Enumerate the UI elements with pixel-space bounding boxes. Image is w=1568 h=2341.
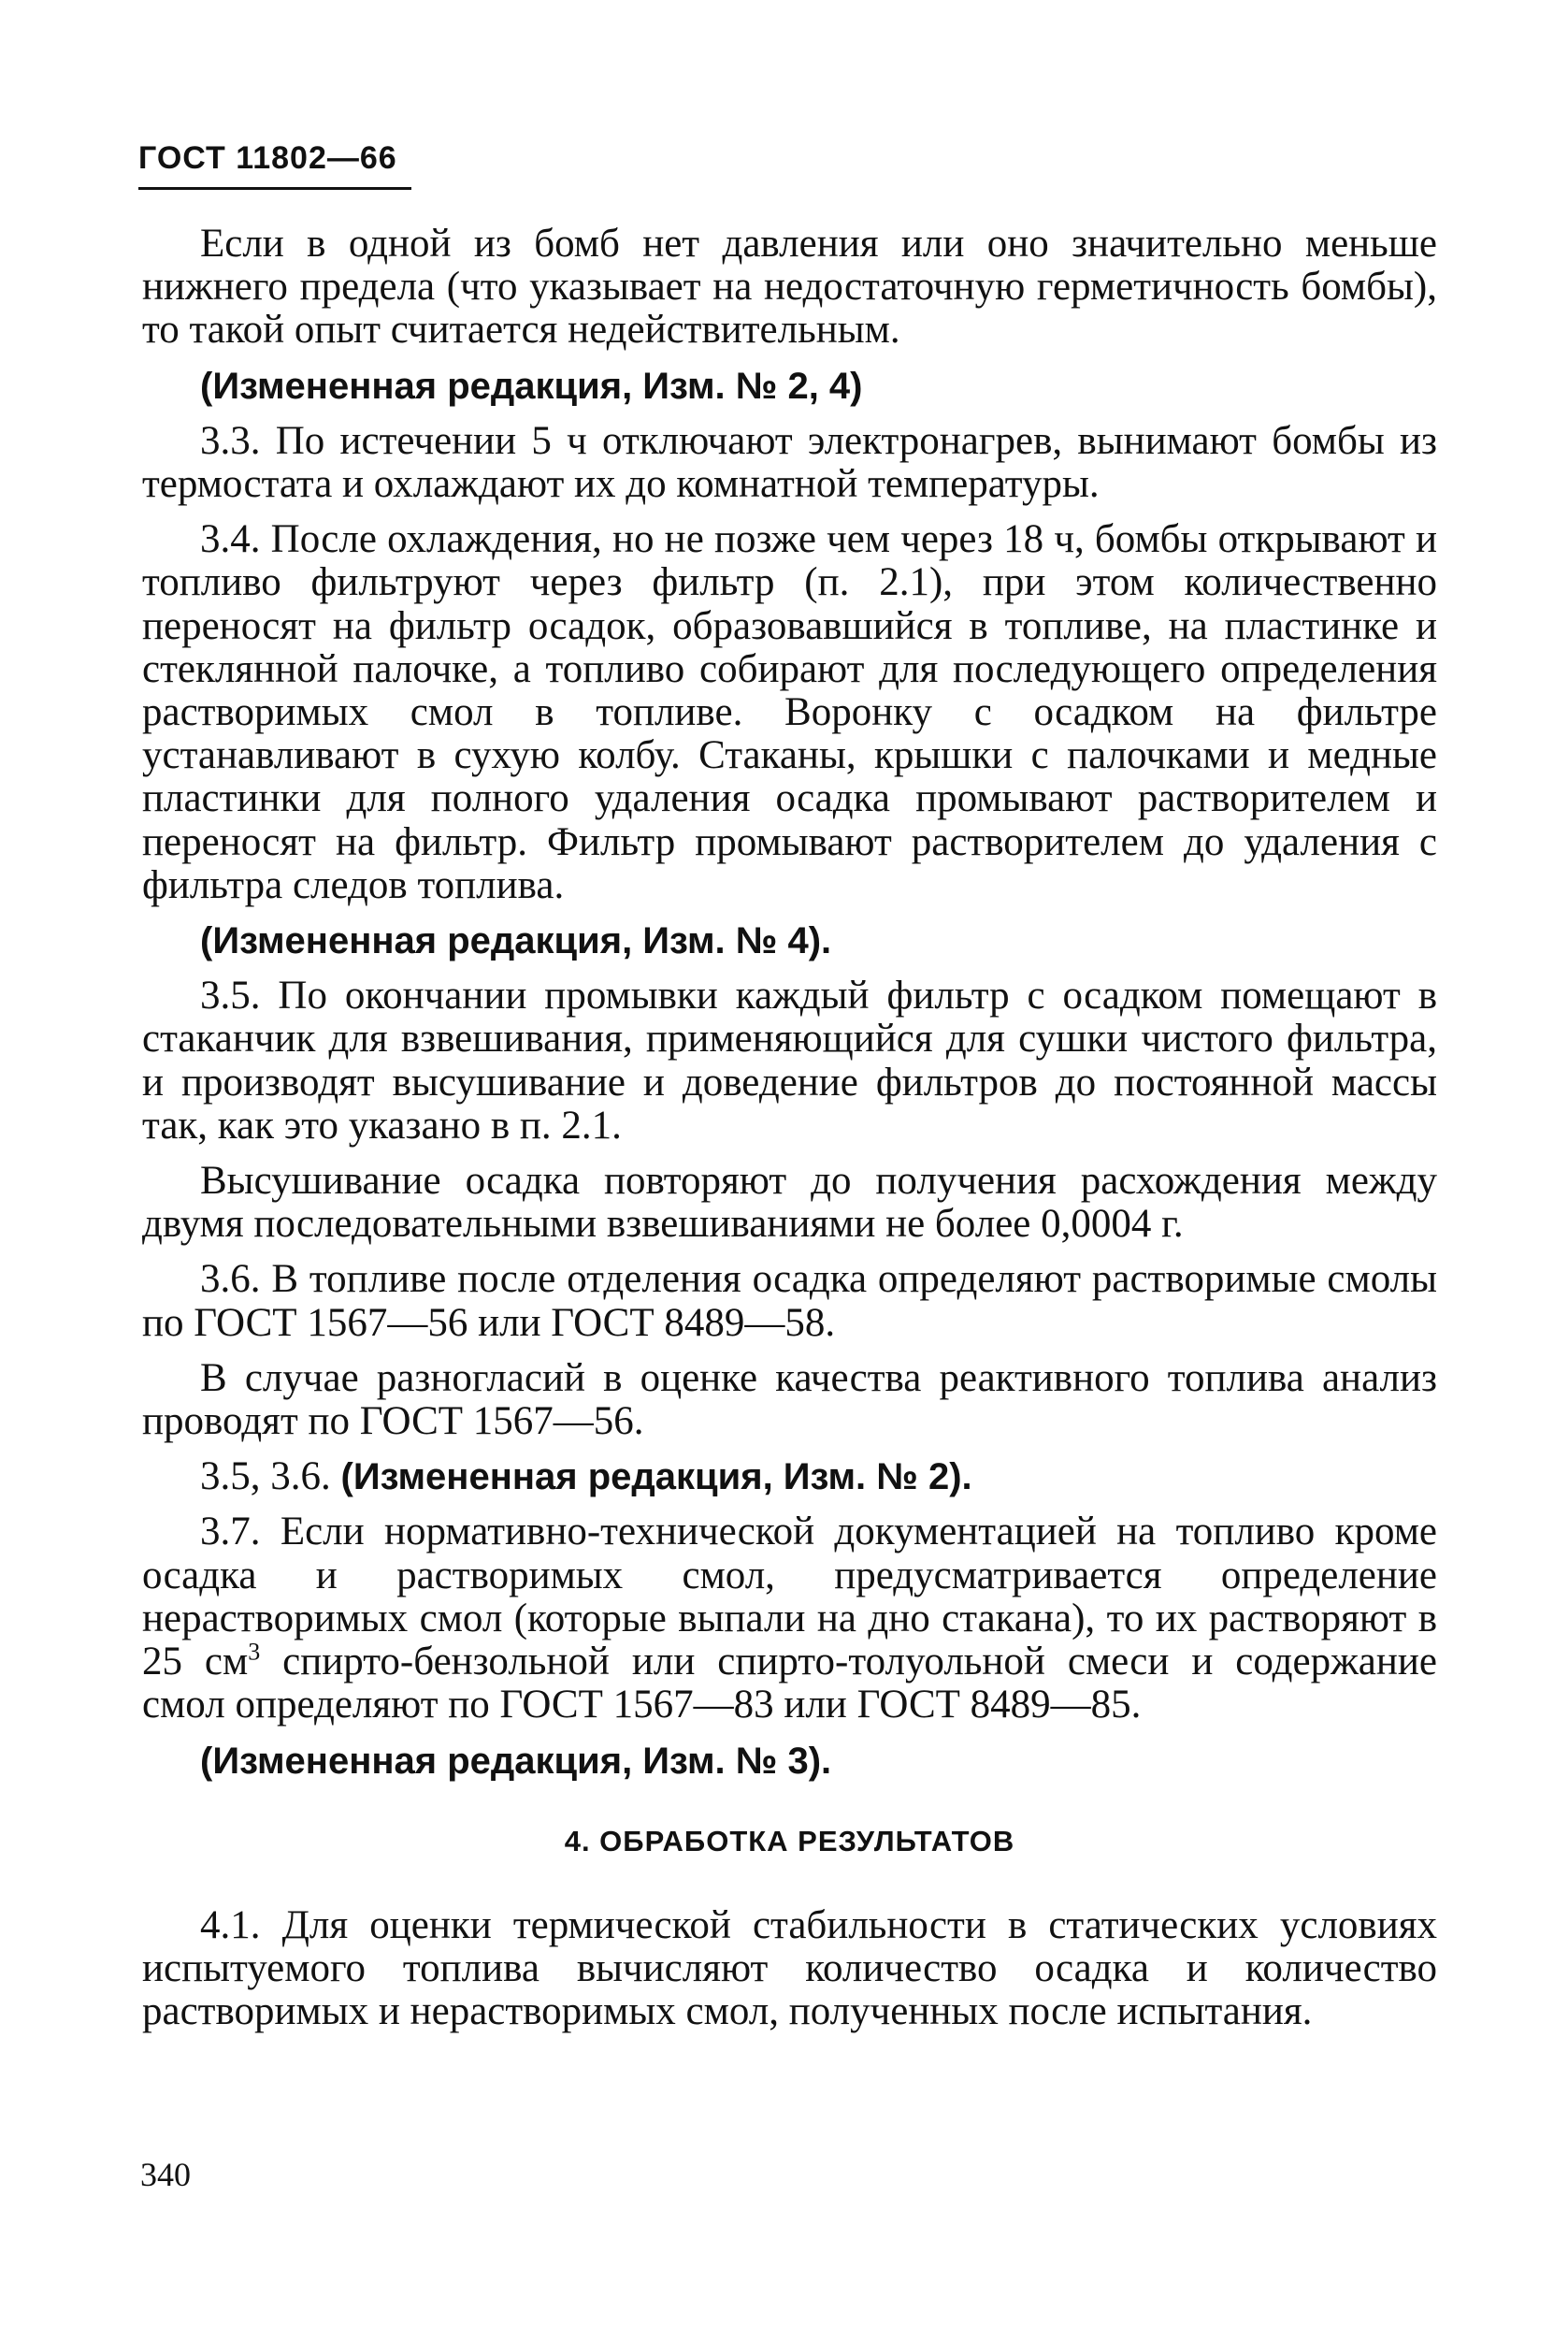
paragraph-3-6: 3.6. В топливе после отделения осадка определяют растворимые смолы по ГОСТ 1567—56 или ГОСТ 8489—58. [142, 1257, 1437, 1345]
amendment-note: (Измененная редакция, Изм. № 2, 4) [200, 365, 863, 407]
paragraph-4-1: 4.1. Для оценки термической стабильности в статических условиях испытуемого топлива вычисляют количество осадка и количество растворимых и нерастворимых смол, полученных после испытания. [142, 1902, 1437, 2034]
amendment-text: (Измененная редакция, Изм. № 2). [340, 1456, 972, 1498]
header-rule [138, 187, 411, 190]
page-number: 340 [140, 2156, 191, 2193]
amendment-note [142, 1455, 1437, 1498]
paragraph: Если в одной из бомб нет давления или оно значительно меньше нижнего предела (что указывает на недостаточную герметичность бомбы), то такой опыт считается недействительным. [142, 222, 1437, 353]
amendment-prefix: 3.5, 3.6. [200, 1454, 341, 1499]
paragraph-3-4: 3.4. После охлаждения, но не позже чем через 18 ч, бомбы открывают и топливо фильтруют через фильтр (п. 2.1), при этом количественно переносят на фильтр осадок, образовавшийся в топливе, на пластинке и стеклянной палочке, а топливо собирают для последующего определения растворимых смол в топливе. Воронку с осадком на фильтре устанавливают в сухую колбу. Стаканы, крышки с палочками и медные пластинки для полного удаления осадка промывают растворителем и переносят на фильтр. Фильтр промывают растворителем до удаления с фильтра следов топлива. [142, 517, 1437, 907]
standard-header: ГОСТ 11802—66 [138, 140, 397, 176]
paragraph: Высушивание осадка повторяют до получения расхождения между двумя последовательными взвешиваниями не более 0,0004 г. [142, 1159, 1437, 1247]
paragraph-3-7: 3.7. Если нормативно-технической документацией на топливо кроме осадка и растворимых смол, предусматривается определение нерастворимых смол (которые выпали на дно стакана), то их растворяют в 25 $см^3$ спирто-бензольной или спирто-толуольной смеси и содержание смол определяют по ГОСТ 1567—83 или ГОСТ 8489—85. [142, 1510, 1437, 1727]
paragraph-3-3: 3.3. По истечении 5 ч отключают электронагрев, вынимают бомбы из термостата и охлаждают их до комнатной температуры. [142, 418, 1437, 507]
amendment-note: (Измененная редакция, Изм. № 3). [200, 1740, 832, 1782]
superscript: 3 [248, 1638, 261, 1666]
document-body [142, 223, 1437, 2046]
amendment-note: (Измененная редакция, Изм. № 4). [200, 920, 832, 962]
section-title: 4. ОБРАБОТКА РЕЗУЛЬТАТОВ [564, 1824, 1015, 1857]
paragraph: В случае разногласий в оценке качества реактивного топлива анализ проводят по ГОСТ 1567—56. [142, 1355, 1437, 1444]
paragraph-3-5: 3.5. По окончании промывки каждый фильтр с осадком помещают в стаканчик для взвешивания, применяющийся для сушки чистого фильтра, и производят высушивание и доведение фильтров до постоянной массы так, как это указано в п. 2.1. [142, 974, 1437, 1148]
